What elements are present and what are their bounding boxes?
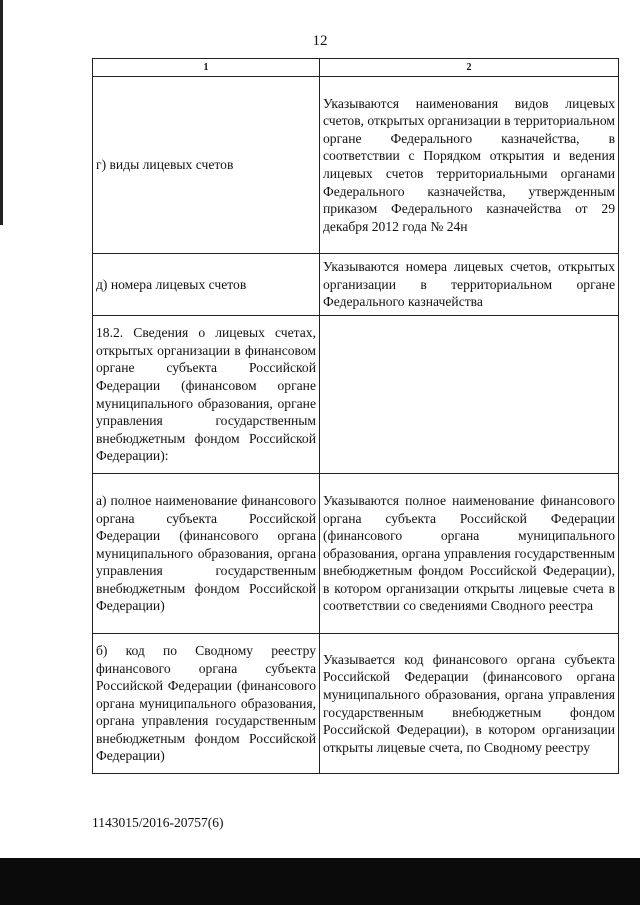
table-row — [93, 634, 619, 774]
requirements-table — [92, 58, 619, 774]
scan-bottom-bar — [0, 858, 640, 905]
column-header-1: 1 — [93, 59, 320, 77]
row-description: Указывается код финансового органа субъекта Российской Федерации (финансового органа муниципального образования, органа управления государственным внебюджетным фондом Российской Федерации), в котором организации открыты лицевые счета, по Сводному реестру — [320, 634, 619, 774]
row-field-name: 18.2. Сведения о лицевых счетах, открытых организации в финансовом органе субъекта Российской Федерации (финансовом органе муниципального образования, органе управления государственным внебюджетным фондом Российской Федерации): — [93, 316, 320, 474]
table-row — [93, 316, 619, 474]
row-field-name: а) полное наименование финансового органа субъекта Российской Федерации (финансового органа муниципального образования, органа управления государственным внебюджетным фондом Российской Федерации) — [93, 474, 320, 634]
row-field-name: г) виды лицевых счетов — [93, 77, 320, 254]
table-row — [93, 77, 619, 254]
column-header-2: 2 — [320, 59, 619, 77]
table-header-row — [93, 59, 619, 77]
table-row — [93, 254, 619, 316]
row-description: Указываются полное наименование финансового органа субъекта Российской Федерации (финансового органа муниципального образования, органа управления государственным внебюджетным фондом Российской Федерации), в котором организации открыты лицевые счета в соответствии со сведениями Сводного реестра — [320, 474, 619, 634]
page-number: 12 — [312, 33, 328, 49]
row-description: Указываются номера лицевых счетов, открытых организации в территориальном органе Федерального казначейства — [320, 254, 619, 316]
row-field-name: б) код по Сводному реестру финансового органа субъекта Российской Федерации (финансового органа муниципального образования, органа управления государственным внебюджетным фондом Российской Федерации) — [93, 634, 320, 774]
document-code: 1143015/2016-20757(6) — [92, 815, 224, 830]
row-field-name: д) номера лицевых счетов — [93, 254, 320, 316]
table-row — [93, 474, 619, 634]
row-description — [320, 316, 619, 474]
row-description: Указываются наименования видов лицевых счетов, открытых организации в территориальном органе Федерального казначейства, в соответствии с Порядком открытия и ведения лицевых счетов территориальными органами Федерального казначейства, утвержденным приказом Федерального казначейства от 29 декабря 2012 года № 24н — [320, 77, 619, 254]
